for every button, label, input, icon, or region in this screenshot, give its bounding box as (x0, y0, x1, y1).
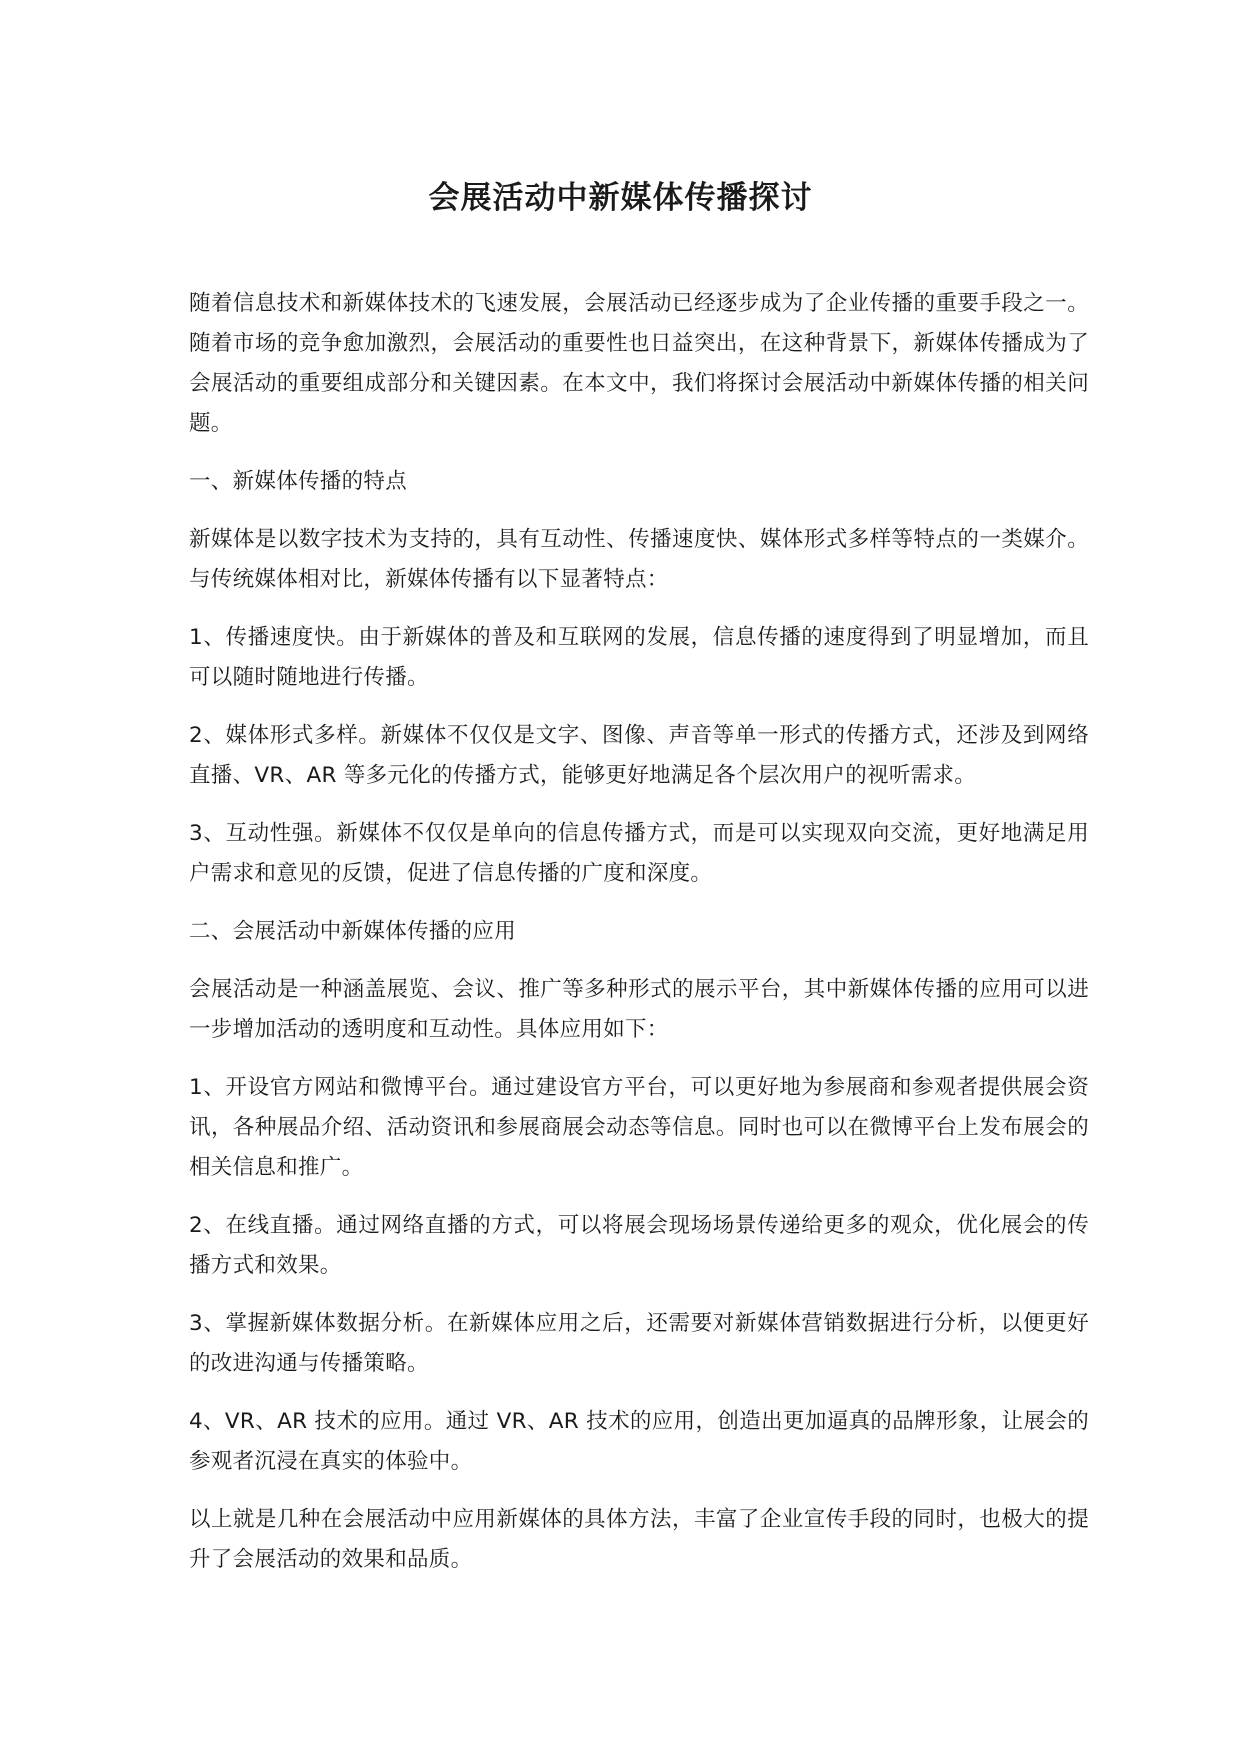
list-item: 2、在线直播。通过网络直播的方式，可以将展会现场场景传递给更多的观众，优化展会的传播方式和效果。 (189, 1213, 1089, 1278)
section-lead-paragraph: 新媒体是以数字技术为支持的，具有互动性、传播速度快、媒体形式多样等特点的一类媒介。与传统媒体相对比，新媒体传播有以下显著特点： (189, 527, 1089, 592)
intro-paragraph: 随着信息技术和新媒体技术的飞速发展，会展活动已经逐步成为了企业传播的重要手段之一。随着市场的竞争愈加激烈，会展活动的重要性也日益突出，在这种背景下，新媒体传播成为了会展活动的重要组成部分和关键因素。在本文中，我们将探讨会展活动中新媒体传播的相关问题。 (189, 291, 1089, 436)
section-heading: 二、会展活动中新媒体传播的应用 (189, 919, 517, 944)
list-item: 3、掌握新媒体数据分析。在新媒体应用之后，还需要对新媒体营销数据进行分析，以便更好的改进沟通与传播策略。 (189, 1311, 1089, 1376)
conclusion-paragraph: 以上就是几种在会展活动中应用新媒体的具体方法，丰富了企业宣传手段的同时，也极大的提升了会展活动的效果和品质。 (189, 1507, 1089, 1572)
section-heading: 一、新媒体传播的特点 (189, 469, 408, 494)
list-item: 1、传播速度快。由于新媒体的普及和互联网的发展，信息传播的速度得到了明显增加，而且可以随时随地进行传播。 (189, 625, 1089, 690)
list-item: 2、媒体形式多样。新媒体不仅仅是文字、图像、声音等单一形式的传播方式，还涉及到网络直播、VR、AR 等多元化的传播方式，能够更好地满足各个层次用户的视听需求。 (189, 723, 1089, 788)
document-title: 会展活动中新媒体传播探讨 (428, 180, 813, 216)
document-body (189, 284, 1089, 1598)
section-lead-paragraph: 会展活动是一种涵盖展览、会议、推广等多种形式的展示平台，其中新媒体传播的应用可以进一步增加活动的透明度和互动性。具体应用如下： (189, 977, 1089, 1042)
list-item: 4、VR、AR 技术的应用。通过 VR、AR 技术的应用，创造出更加逼真的品牌形象，让展会的参观者沉浸在真实的体验中。 (189, 1409, 1089, 1474)
list-item: 3、互动性强。新媒体不仅仅是单向的信息传播方式，而是可以实现双向交流，更好地满足用户需求和意见的反馈，促进了信息传播的广度和深度。 (189, 821, 1089, 886)
list-item: 1、开设官方网站和微博平台。通过建设官方平台，可以更好地为参展商和参观者提供展会资讯，各种展品介绍、活动资讯和参展商展会动态等信息。同时也可以在微博平台上发布展会的相关信息和推广。 (189, 1075, 1089, 1180)
